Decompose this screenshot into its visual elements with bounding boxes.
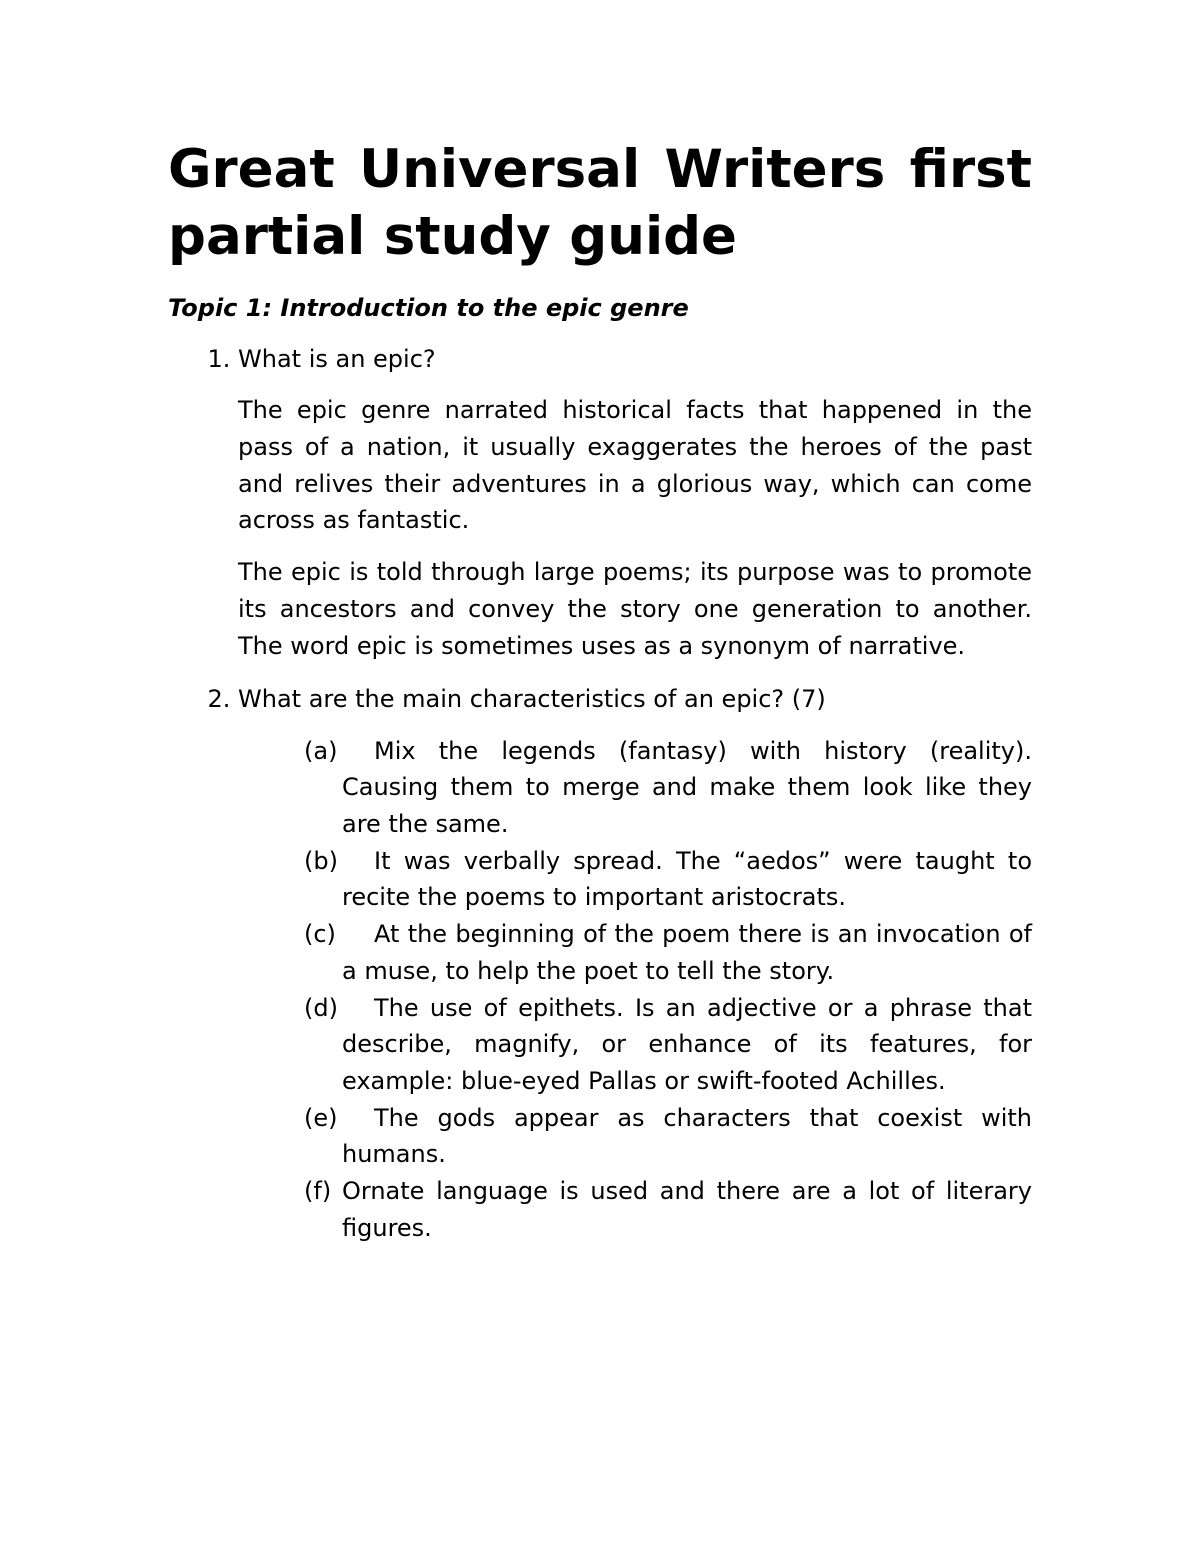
question-text: What is an epic? — [238, 345, 436, 373]
list-item — [304, 990, 1032, 1100]
list-item-label: (a) — [304, 736, 338, 765]
list-item-text: Mix the legends (fantasy) with history (reality). Causing them to merge and make them look like they are the same. — [342, 736, 1032, 838]
list-item-text: It was verbally spread. The “aedos” were taught to recite the poems to important aristocrats. — [342, 846, 1032, 912]
answer-paragraph: The epic genre narrated historical facts that happened in the pass of a nation, it usually exaggerates the heroes of the past and relives their adventures in a glorious way, which can come across as fantastic. — [238, 396, 1032, 535]
topic-heading: Topic 1: Introduction to the epic genre — [168, 294, 689, 322]
list-item-label: (b) — [304, 846, 338, 875]
list-item — [304, 916, 1032, 989]
list-item-label: (c) — [304, 920, 336, 949]
answer-paragraph: The epic is told through large poems; its purpose was to promote its ancestors and convey the story one generation to another. The word epic is sometimes uses as a synonym of narrative. — [238, 558, 1032, 660]
question-1 — [168, 341, 1032, 377]
question-text: What are the main characteristics of an epic? (7) — [238, 684, 826, 713]
list-item — [304, 1173, 1032, 1246]
question-number: 2. — [207, 684, 231, 713]
list-item-text: The use of epithets. Is an adjective or a phrase that describe, magnify, or enhance of its features, for example: blue-eyed Pallas or swift-footed Achilles. — [342, 993, 1032, 1095]
list-item — [304, 843, 1032, 916]
list-item-text: At the beginning of the poem there is an invocation of a muse, to help the poet to tell the story. — [342, 920, 1032, 985]
document-title: Great Universal Writers first partial study guide — [168, 139, 1032, 267]
question-number: 1. — [207, 345, 231, 373]
characteristics-list — [304, 733, 1032, 1247]
list-item-label: (e) — [304, 1103, 338, 1132]
list-item-label: (f) — [304, 1177, 332, 1206]
list-item — [304, 1100, 1032, 1173]
question-2 — [168, 681, 1032, 717]
list-item-label: (d) — [304, 993, 338, 1022]
list-item-text: The gods appear as characters that coexist with humans. — [342, 1103, 1032, 1169]
document-page — [168, 136, 1032, 1246]
list-item — [304, 733, 1032, 843]
list-item-text: Ornate language is used and there are a lot of literary figures. — [342, 1177, 1032, 1242]
